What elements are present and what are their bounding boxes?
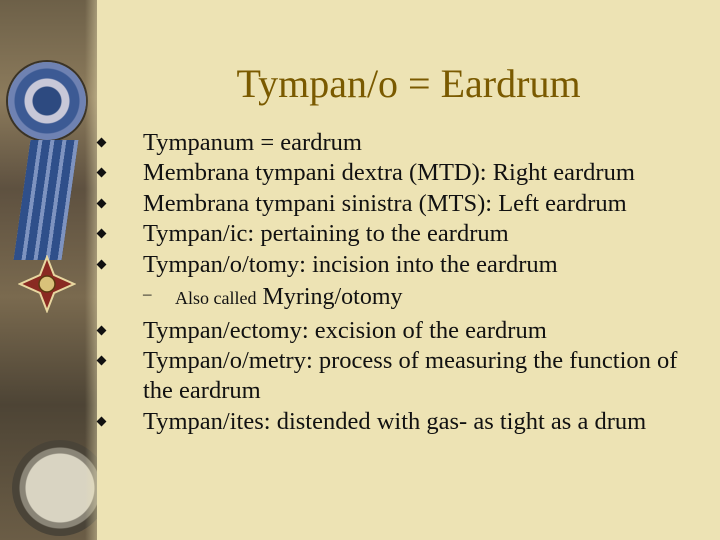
ribbon-image	[14, 140, 79, 260]
bullet-text: Tympan/ites: distended with gas- as tight as a drum	[143, 407, 647, 435]
bullet-text: Tympan/o/tomy: incision into the eardrum	[143, 250, 558, 278]
compass-image	[12, 440, 97, 536]
sub-bullet-prefix: Also called	[175, 287, 257, 308]
bullet-item	[80, 219, 710, 249]
bullet-text: Membrana tympani sinistra (MTS): Left eardrum	[143, 189, 627, 217]
bullet-item	[80, 346, 710, 407]
bullet-text: Membrana tympani dextra (MTD): Right eardrum	[143, 159, 635, 187]
sub-bullet-item	[80, 283, 710, 313]
diamond-bullet-icon	[97, 259, 107, 269]
bullet-item	[80, 407, 710, 437]
bullet-text: Tympan/o/metry: process of measuring the function of the eardrum	[143, 347, 678, 405]
diamond-bullet-icon	[97, 138, 107, 148]
bullet-item	[80, 128, 710, 158]
rosette-image	[8, 62, 86, 140]
bullet-item	[80, 189, 710, 219]
sub-bullet-dash: –	[143, 283, 152, 303]
bullet-text: Tympan/ic: pertaining to the eardrum	[143, 220, 509, 248]
bullet-text: Tympanum = eardrum	[143, 129, 362, 156]
diamond-bullet-icon	[97, 416, 107, 426]
bullet-item	[80, 250, 710, 280]
medal-cross-icon	[18, 255, 76, 313]
diamond-bullet-icon	[97, 325, 107, 335]
diamond-bullet-icon	[97, 229, 107, 239]
slide-title: Tympan/o = Eardrum	[236, 61, 581, 106]
diamond-bullet-icon	[97, 356, 107, 366]
bullet-item	[80, 158, 710, 188]
bullet-list	[80, 128, 710, 437]
diamond-bullet-icon	[97, 168, 107, 178]
bullet-item	[80, 316, 710, 346]
bullet-text: Tympan/ectomy: excision of the eardrum	[143, 316, 547, 344]
sub-bullet-term: Myring/otomy	[262, 283, 403, 310]
diamond-bullet-icon	[97, 198, 107, 208]
